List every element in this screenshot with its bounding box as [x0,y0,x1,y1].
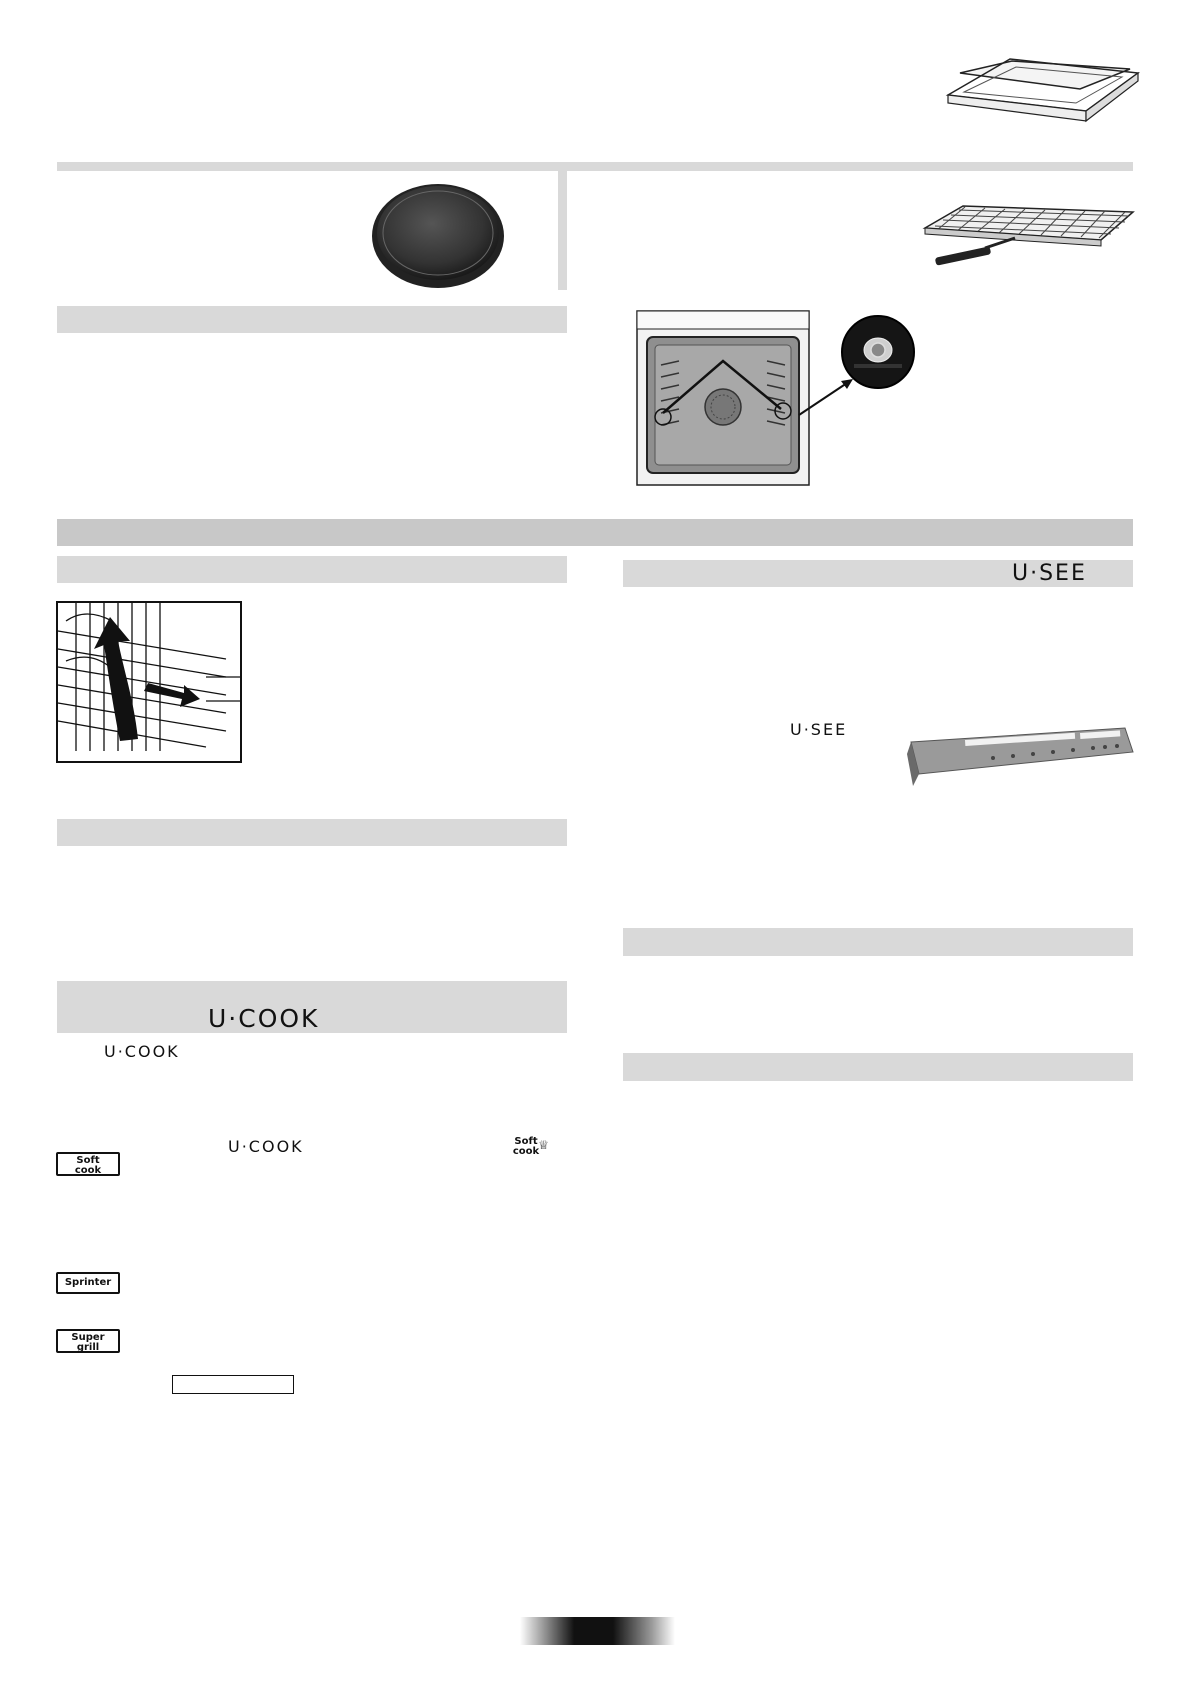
side-liner-illustration [905,724,1135,790]
shelf-support-zoom-illustration [840,314,916,390]
pizza-tray-illustration [368,178,508,290]
subsection-header-bar-4 [623,1053,1133,1081]
grill-rack-illustration [915,200,1135,280]
section-header-bar-wide [57,519,1133,546]
baking-tray-illustration [940,55,1140,130]
soft-cook-badge: Soft cook [56,1152,120,1176]
shelf-extraction-illustration [56,601,242,763]
oven-interior-illustration [635,305,813,487]
subsection-header-bar-2 [57,819,567,846]
u-cook-logo-inline: U·COOK [104,1042,180,1061]
chef-hat-icon: ♕ [538,1138,549,1152]
sprinter-badge: Sprinter [56,1272,120,1294]
section-header-bar [57,306,567,333]
u-cook-logo: U·COOK [208,1004,320,1033]
empty-frame-box [172,1375,294,1394]
page-number-marker [520,1617,675,1645]
subsection-header-bar-3 [623,928,1133,956]
super-grill-badge: Super grill [56,1329,120,1353]
subsection-header-bar [57,556,567,583]
u-see-logo: U·SEE [1012,561,1087,586]
column-divider [558,171,567,290]
section-divider-top [57,162,1133,171]
u-see-logo-inline: U·SEE [790,720,848,739]
u-cook-logo-inline-2: U·COOK [228,1137,304,1156]
soft-cook-inline-badge: Soft cook ♕ [512,1136,549,1157]
